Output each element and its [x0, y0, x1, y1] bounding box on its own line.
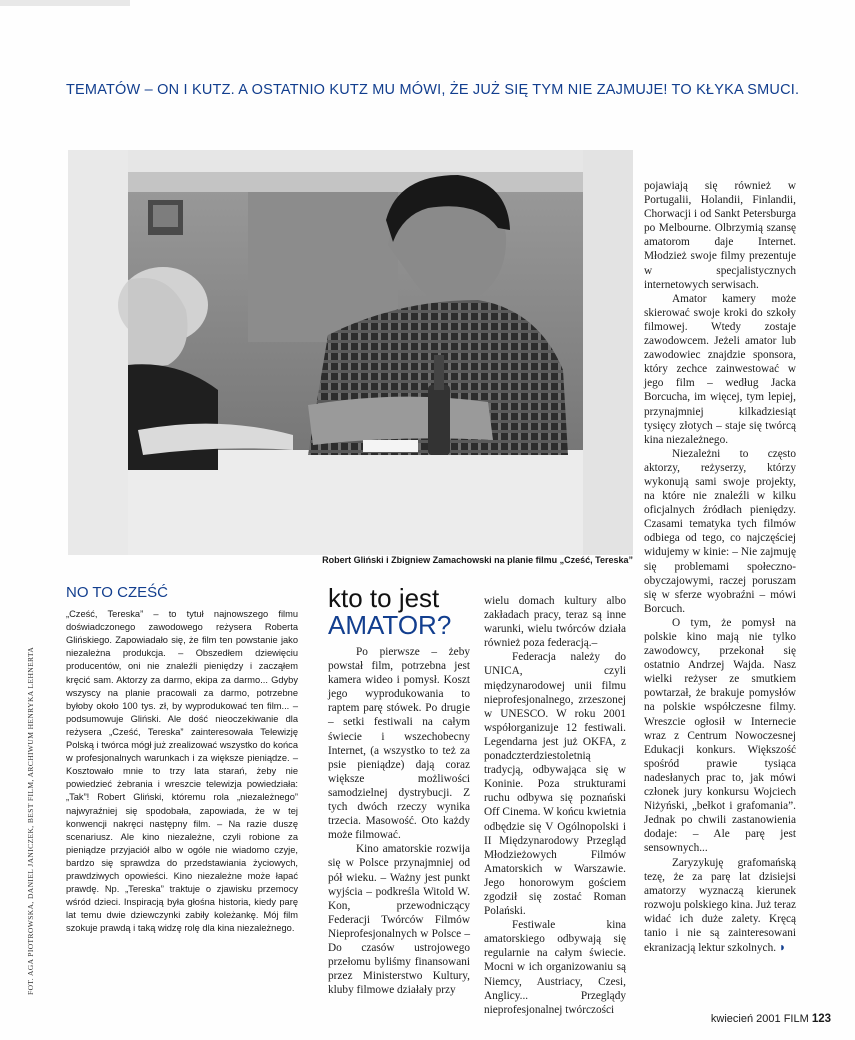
box-paragraph: Kino amatorskie rozwija się w Polsce przynajmniej od pół wieku. – Ważny jest punkt wyjścia – podkreśla Witold W. Kon, przewodniczący Federacji Twórców Filmów Nieprofesjonalnych w Polsce – Do czasów ustrojowego przełomu byliśmy finansowani przez Ministerstwo Kultury, kluby filmowe działały przy: [328, 843, 470, 997]
box-title: [328, 585, 470, 639]
sidebar-article: [66, 586, 298, 935]
box-title-line-2: AMATOR?: [328, 610, 452, 640]
article-closing-text: Zaryzykuję grafomańską tezę, że za parę lat dzisiejsi amatorzy wyznaczą kierunek rozwoju polskiego kina. Już teraz widać ich duże zalety. Kręcą tanio i nie są zainteresowani ekranizacją lektur szkolnych.: [644, 856, 796, 955]
article-paragraph: Amator kamery może skierować swoje kroki do szkoły filmowej. Wtedy zostaje zawodowcem. Jeżeli amator lub zawodowiec znajdzie sponsora, który zechce zainwestować w jego film – według Jacka Borcucha, im więcej, tym lepiej, przynajmniej kilkadziesiąt tysięcy złotych – staje się twórcą kina niezależnego.: [644, 292, 796, 446]
film-set-photo: [68, 150, 633, 555]
article-paragraph: pojawiają się również w Portugalii, Holandii, Finlandii, Chorwacji i od Sankt Petersburga po Melbourne. Olbrzymią szansę amatorom daje Internet. Młodzież swoje filmy prezentuje w specjalistycznych internetowych serwisach.: [644, 180, 796, 291]
main-article-column: [644, 179, 796, 955]
box-column-1: [328, 585, 470, 997]
article-paragraph: O tym, że pomysł na polskie kino mają nie tylko zawodowcy, przekonał się ostatnio Andrzej Wajda. Nasz wielki reżyser ze smutkiem powtarzał, że brakuje pomysłów na polskie współczesne filmy. Wreszcie ogłosił w Internecie wraz z Centrum Nowoczesnej Edukacji konkurs. Większość spośród prawie tysiąca nadesłanych prac to, jak mówi członek jury konkursu Wojciech Niżyński, „bełkot i grafomania”. Jednak po chwili zastanowienia dodaje: – Ale parę jest sensownych...: [644, 616, 796, 855]
page-number: 123: [811, 1013, 831, 1025]
end-of-article-icon: ◗: [778, 940, 787, 955]
article-paragraph: Niezależni to często aktorzy, reżyserzy, którzy wykonują sami swoje projekty, na które nie znaleźli w kilku oficjalnych źródłach pieniędzy. Czasami tematyka tych filmów odbiega od tego, co najczęściej widujemy w kinie: – Nie zajmuję się problemami społeczno-obyczajowymi, raczej poruszam się w sferze wyobraźni – mówi Borcuch.: [644, 447, 796, 615]
issue-date: kwiecień 2001: [710, 1013, 781, 1025]
box-paragraph: Po pierwsze – żeby powstał film, potrzebna jest kamera wideo i pomysł. Koszt jego wyprodukowania to raptem parę stówek. Po drugie – setki festiwali na całym świecie i wszechobecny Internet, (a wszystko to też za psie pieniądze) dają coraz większe możliwości samodzielnej dystrybucji. Z tych dwóch rzeczy wynika trzecia. Masowość. Oto każdy może filmować.: [328, 646, 470, 842]
box-paragraph: wielu domach kultury albo zakładach pracy, teraz są inne warunki, wielu twórców działa również poza federacją.–: [484, 595, 626, 650]
box-title-line-1: kto to jest: [328, 583, 440, 613]
box-paragraph: Festiwale kina amatorskiego odbywają się regularnie na całym świecie. Mocni w ich organizowaniu są Niemcy, Austriacy, Czesi, Anglicy... Przeglądy nieprofesjonalnej twórczości: [484, 919, 626, 1016]
sidebar-text: „Cześć, Tereska” – to tytuł najnowszego filmu doświadczonego zawodowego reżysera Roberta Glińskiego. Zapowiadało się, że film ten powstanie jako niezależna produkcja. – Obszedłem dziewięciu producentów, oni nie znaleźli pieniędzy i zacząłem kręcić sam. Aktorzy za darmo, ekipa za darmo... Gdyby wszyscy na planie pracowali za darmo, potrzebne byłoby około 100 tys. zł, by wyprodukować ten film... – podsumowuje Gliński. Ale dość nieoczekiwanie dla reżysera „Cześć, Tereska” zainteresowała Telewizję Polską i twórca mógł już zrealizować wszystko do końca w profesjonalnych warunkach i za większe pieniądze. – Kosztowało mnie to trzy lata starań, żeby nie powiedzieć żebrania i wreszcie telewizja powiedziała: „Tak”! Robert Gliński, któremu rola „niezależnego” najwyraźniej się spodobała, zapowiada, że w tej konwencji nakręci następny film. – Na razie duszę scenariusz. Ale kino niezależne, czyli robione za pieniądze przyjaciół albo w ogóle nie wiadomo czyje, bardzo się sprawdza do przedstawiania życiowych, prawdziwych opowieści. Kino niezależne może łapać prawdę. Np. „Tereska” traktuje o zjawisku przemocy wśród dzieci. Inspiracją była głośna historia, kiedy parę lat temu dwie dziewczynki zabiły koleżankę. Mój film szokuje prawdą i taką widzę rolę dla kina niezależnego.: [66, 609, 298, 934]
photo-credit: FOT. AGA PIOTROWSKA, DANIEL JANICZEK, BEST FILM, ARCHIWUM HENRYKA LEHNERTA: [26, 646, 35, 995]
page-footer: [711, 1013, 831, 1025]
box-column-2: [484, 594, 626, 1017]
box-paragraph: Federacja należy do UNICA, czyli międzynarodowej unii filmu nieprofesjonalnego, zrzeszonej w UNESCO. W roku 2001 współorganizuje 12 festiwali. Legendarna jest już OKFA, z ponadczterdziestoletnią tradycją, odbywająca się w Koninie. Poza strukturami ruchu odbywa się poznański Off Cinema. W końcu kwietnia odbędzie się V Ogólnopolski i II Międzynarodowy Przegląd Młodzieżowych Filmów Amatorskich w Warszawie. Jego honorowym gościem zgodził się zostać Roman Polański.: [484, 651, 626, 918]
magazine-name: FILM: [783, 1013, 809, 1025]
sidebar-title: NO TO CZEŚĆ: [66, 584, 168, 601]
top-edge-strip: [0, 0, 130, 6]
article-paragraph: [644, 856, 796, 956]
pull-quote-headline: TEMATÓW – ON I KUTZ. A OSTATNIO KUTZ MU MÓWI, ŻE JUŻ SIĘ TYM NIE ZAJMUJE! TO KŁYKA SMUCI.: [66, 82, 800, 98]
photo-caption: Robert Gliński i Zbigniew Zamachowski na planie filmu „Cześć, Tereska”: [322, 555, 633, 565]
